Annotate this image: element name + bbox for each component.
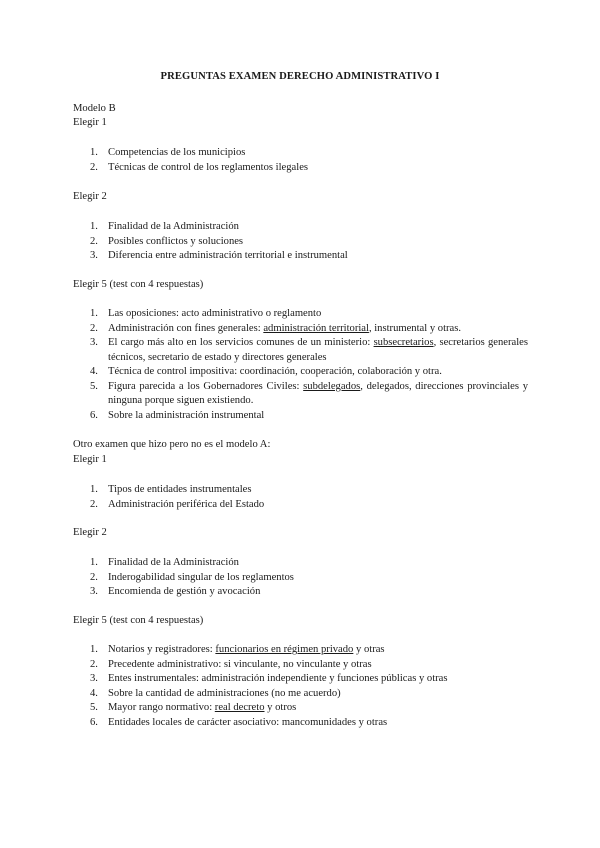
question-list [73,643,528,730]
list-item: 2. Administración periférica del Estado [90,498,265,510]
other-exam-label: Otro examen que hizo pero no es el modelo A: [73,439,271,450]
question-list [73,220,528,264]
question-list [73,556,528,600]
list-item: 3. El cargo más alto en los servicios comunes de un ministerio: subsecretarios, secretarios generales técnicos, secretario de estado y directores generales [90,337,529,363]
list-item: 2. Precedente administrativo: si vinculante, no vinculante y otras [90,658,372,670]
section-label: Elegir 1 [73,454,107,465]
question-list [73,307,528,423]
section-label: Elegir 5 (test con 4 respuestas) [73,279,204,290]
modelo-label: Modelo B [73,103,116,114]
list-item: 3. Encomienda de gestión y avocación [90,586,261,597]
list-item: 2. Técnicas de control de los reglamentos ilegales [90,161,309,173]
list-item: 1. Finalidad de la Administración [90,221,239,232]
list-item: 1. Competencias de los municipios [90,147,246,158]
section-label: Elegir 1 [73,117,107,128]
question-list [73,483,528,512]
list-item: 1. Tipos de entidades instrumentales [90,484,252,495]
list-item: 5. Mayor rango normativo: real decreto y otros [90,702,297,713]
section-label: Elegir 5 (test con 4 respuestas) [73,615,204,626]
list-item: 6. Sobre la administración instrumental [90,409,265,421]
document-title: PREGUNTAS EXAMEN DERECHO ADMINISTRATIVO I [160,71,440,82]
section-label: Elegir 2 [73,191,107,202]
section-label: Elegir 2 [73,527,107,538]
list-item: 2. Posibles conflictos y soluciones [90,235,244,247]
question-list [73,146,528,175]
list-item: 3. Diferencia entre administración territorial e instrumental [90,250,348,261]
list-item: 1. Notarios y registradores: funcionarios en régimen privado y otras [90,644,385,655]
list-item: 1. Las oposiciones: acto administrativo o reglamento [90,308,322,319]
list-item: 4. Sobre la cantidad de administraciones (no me acuerdo) [90,687,341,699]
list-item: 2. Administración con fines generales: administración territorial, instrumental y otras. [90,322,462,334]
list-item: 3. Entes instrumentales: administración independiente y funciones públicas y otras [90,673,448,684]
list-item: 1. Finalidad de la Administración [90,557,239,568]
list-item: 5. Figura parecida a los Gobernadores Civiles: subdelegados, delegados, direcciones provinciales y ninguna porque siguen existiendo. [90,380,529,406]
list-item: 4. Técnica de control impositiva: coordinación, cooperación, colaboración y otra. [90,366,442,377]
list-item: 6. Entidades locales de carácter asociativo: mancomunidades y otras [90,716,388,728]
list-item: 2. Inderogabilidad singular de los reglamentos [90,571,294,583]
